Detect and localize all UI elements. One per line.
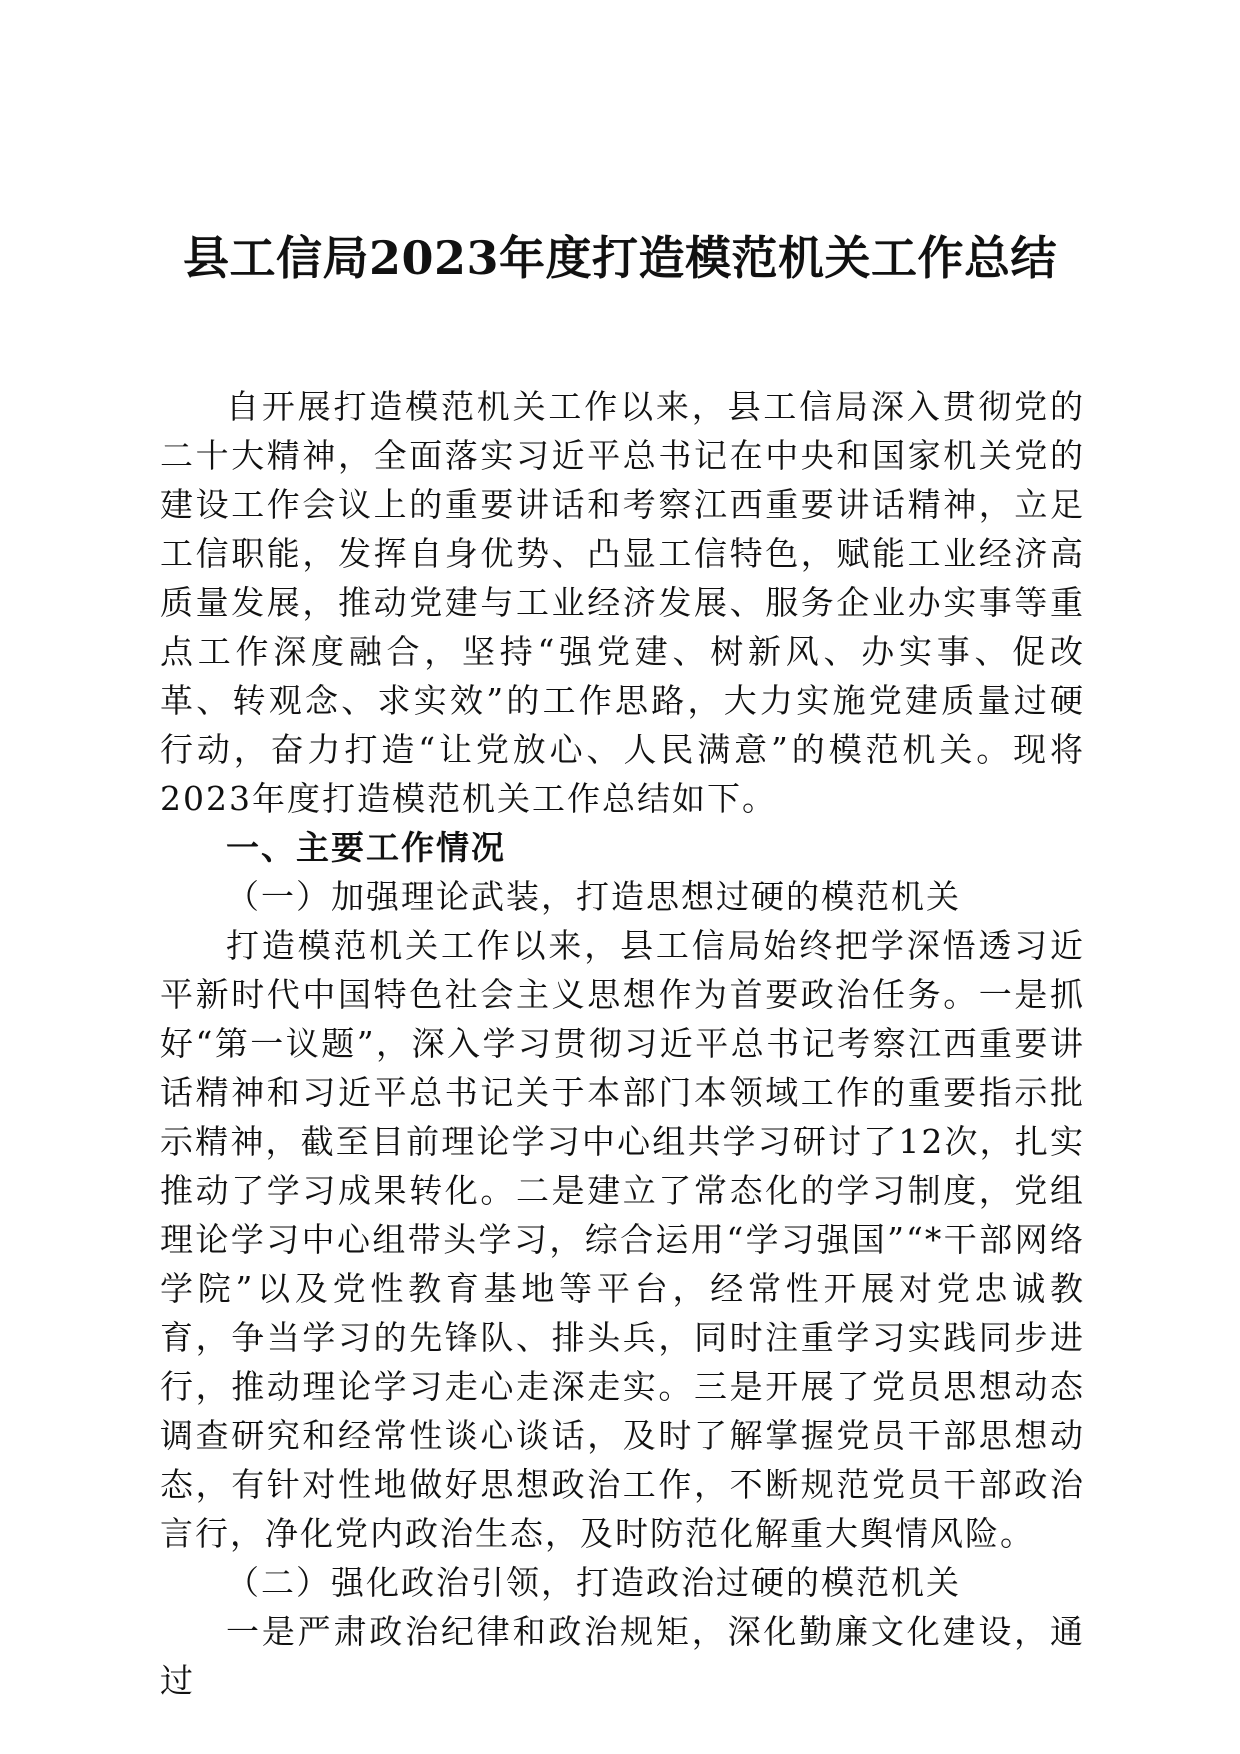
- section-heading-main-work: 一、主要工作情况: [226, 828, 506, 867]
- subsection-1-paragraph: 打造模范机关工作以来，县工信局始终把学深悟透习近平新时代中国特色社会主义思想作为首要政治任务。一是抓好“第一议题”，深入学习贯彻习近平总书记考察江西重要讲话精神和习近平总书记关于本部门本领域工作的重要指示批示精神，截至目前理论学习中心组共学习研讨了12次，扎实推动了学习成果转化。二是建立了常态化的学习制度，党组理论学习中心组带头学习，综合运用“学习强国”“*干部网络学院”以及党性教育基地等平台，经常性开展对党忠诚教育，争当学习的先锋队、排头兵，同时注重学习实践同步进行，推动理论学习走心走深走实。三是开展了党员思想动态调查研究和经常性谈心谈话，及时了解掌握党员干部思想动态，有针对性地做好思想政治工作，不断规范党员干部政治言行，净化党内政治生态，及时防范化解重大舆情风险。: [160, 926, 1085, 1553]
- document-title: 县工信局2023年度打造模范机关工作总结: [182, 231, 1058, 285]
- subsection-heading-2: （二）强化政治引领，打造政治过硬的模范机关: [226, 1563, 961, 1602]
- subsection-heading-1: （一）加强理论武装，打造思想过硬的模范机关: [226, 877, 961, 916]
- intro-paragraph: 自开展打造模范机关工作以来，县工信局深入贯彻党的二十大精神，全面落实习近平总书记在中央和国家机关党的建设工作会议上的重要讲话和考察江西重要讲话精神，立足工信职能，发挥自身优势、凸显工信特色，赋能工业经济高质量发展，推动党建与工业经济发展、服务企业办实事等重点工作深度融合，坚持“强党建、树新风、办实事、促改革、转观念、求实效”的工作思路，大力实施党建质量过硬行动，奋力打造“让党放心、人民满意”的模范机关。现将2023年度打造模范机关工作总结如下。: [160, 387, 1085, 818]
- document-body: [160, 382, 1085, 1705]
- subsection-2-paragraph: 一是严肃政治纪律和政治规矩，深化勤廉文化建设，通过: [160, 1612, 1085, 1700]
